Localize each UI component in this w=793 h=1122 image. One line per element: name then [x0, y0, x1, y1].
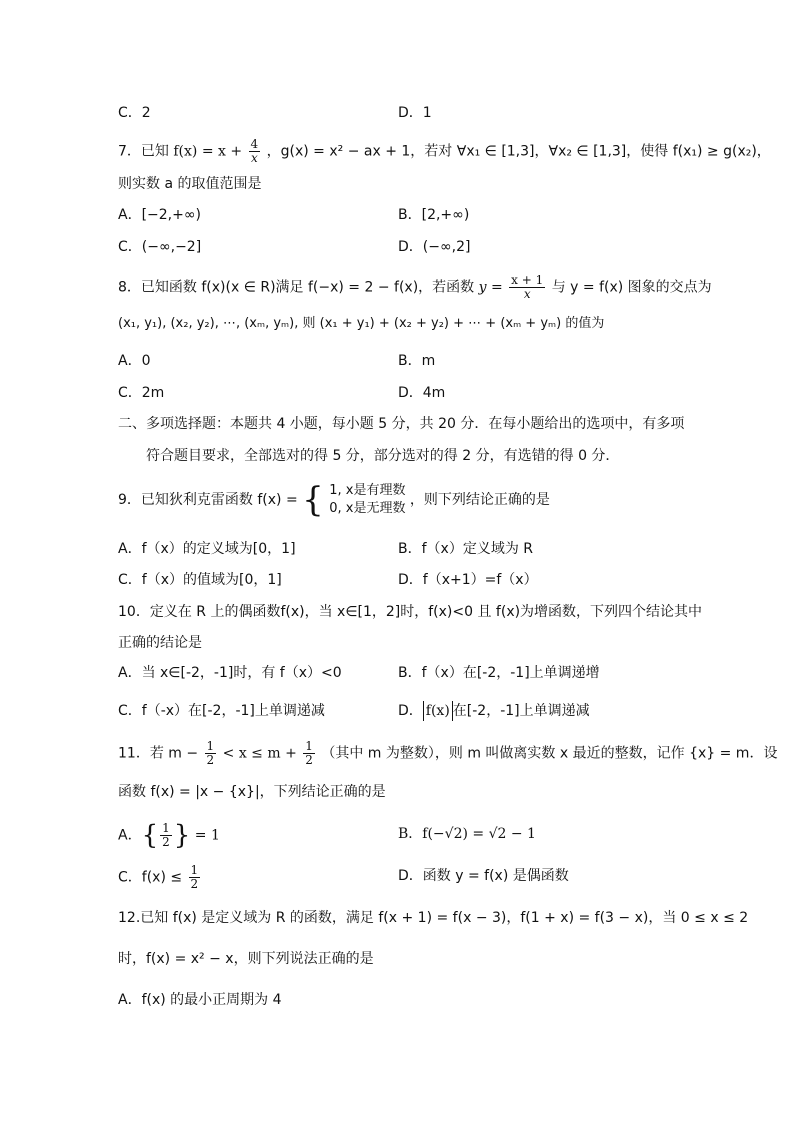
q7-frac-num: 4	[250, 137, 259, 151]
q6-option-c: C．2	[118, 105, 151, 121]
q7-gx: ，g(x) = x² − ax + 1，若对 ∀x₁ ∈ [1,3]，∀x₂ ∈ [1,3]，使得 f(x₁) ≥ g(x₂)，	[266, 143, 771, 160]
q11-option-d: D．函数 y = f(x) 是偶函数	[398, 868, 569, 884]
q7-stem-line2: 则实数 a 的取值范围是	[118, 176, 262, 192]
q7-stem	[118, 138, 771, 165]
q11-option-c-frac	[189, 864, 201, 891]
q11-lead: 11．若 m −	[118, 745, 199, 762]
q11-option-a-frac	[160, 822, 172, 849]
right-curly-brace-icon: }	[173, 820, 191, 851]
q12-stem-line2: 时，f(x) = x² − x，则下列说法正确的是	[118, 951, 374, 967]
q11-frac-1-num: 1	[206, 739, 215, 753]
q11-frac-1-den: 2	[206, 753, 215, 767]
q8-option-b: B．m	[398, 353, 436, 369]
q7-lead: 7．已知	[118, 143, 169, 160]
q10-option-c: C．f（-x）在[-2，-1]上单调递减	[118, 703, 325, 719]
q7-option-b: B．[2,+∞)	[398, 207, 470, 223]
q8-option-d: D．4m	[398, 385, 446, 401]
q7-option-a: A．[−2,+∞)	[118, 207, 201, 223]
q10-option-d	[398, 701, 590, 721]
q9-option-b: B．f（x）定义域为 R	[398, 541, 533, 557]
q12-stem: 12.已知 f(x) 是定义域为 R 的函数，满足 f(x + 1) = f(x − 3)，f(1 + x) = f(3 − x)，当 0 ≤ x ≤ 2	[118, 910, 749, 926]
q7-frac-den: x	[250, 151, 258, 165]
q11-option-a-lead: A．	[118, 827, 142, 844]
q8-y: y =	[478, 279, 503, 296]
q11-stem-line2: 函数 f(x) = |x − {x}|，下列结论正确的是	[118, 784, 386, 800]
q11-frac-1	[205, 740, 217, 767]
q11-frac-2-den: 2	[305, 753, 313, 767]
q11-frac-2-num: 1	[305, 739, 313, 753]
q7-fx: f(x) = x +	[173, 143, 243, 160]
section2-heading: 二、多项选择题：本题共 4 小题，每小题 5 分，共 20 分．在每小题给出的选项中，有多项	[118, 416, 685, 432]
q11-option-c	[118, 864, 202, 891]
q11-option-a-num: 1	[162, 821, 170, 835]
q8-stem	[118, 274, 712, 301]
q11-option-b: B．f(−√2) = √2 − 1	[398, 826, 536, 842]
q9-cases	[329, 482, 405, 518]
q8-lead: 8．已知函数 f(x)(x ∈ R)满足 f(−x) = 2 − f(x)，若函数	[118, 279, 475, 296]
q9-option-c: C．f（x）的值域为[0，1]	[118, 572, 282, 588]
q7-option-c: C．(−∞,−2]	[118, 239, 202, 255]
q8-frac-num: x + 1	[511, 273, 544, 287]
q9-lead: 9．已知狄利克雷函数 f(x) =	[118, 492, 298, 508]
q8-stem-line2: (x₁, y₁), (x₂, y₂), ⋯, (xₘ, yₘ), 则 (x₁ + y₁) + (x₂ + y₂) + ⋯ + (xₘ + yₘ) 的值为	[118, 316, 605, 331]
q10-stem-line2: 正确的结论是	[118, 635, 202, 651]
q11-option-a	[118, 822, 220, 849]
q12-option-a: A．f(x) 的最小正周期为 4	[118, 992, 282, 1008]
q11-stem	[118, 740, 777, 767]
q8-tail: 与 y = f(x) 图象的交点为	[551, 279, 712, 296]
q11-option-a-den: 2	[162, 835, 170, 849]
q6-option-d: D．1	[398, 105, 432, 121]
q10-option-d-abs: f(x)	[423, 701, 453, 721]
q9-stem	[118, 480, 550, 520]
q11-option-c-den: 2	[190, 877, 199, 891]
q8-frac-den: x	[523, 287, 531, 301]
q8-fraction	[509, 274, 545, 301]
left-brace-icon: {	[302, 480, 324, 520]
q10-stem: 10．定义在 R 上的偶函数f(x)，当 x∈[1，2]时，f(x)<0 且 f(x)为增函数，下列四个结论其中	[118, 604, 703, 620]
q9-option-d: D．f（x+1）=f（x）	[398, 572, 538, 588]
q10-option-d-lead: D．	[398, 703, 423, 719]
section2-heading-cont: 符合题目要求，全部选对的得 5 分，部分选对的得 2 分，有选错的得 0 分．	[146, 448, 620, 464]
q9-case-2: 0, x是无理数	[329, 501, 406, 516]
q10-option-d-tail: 在[-2，-1]上单调递减	[452, 703, 590, 719]
left-curly-brace-icon: {	[141, 820, 159, 851]
q11-tail: （其中 m 为整数），则 m 叫做离实数 x 最近的整数，记作 {x} = m．设	[321, 745, 778, 762]
q11-option-c-lead: C．f(x) ≤	[118, 869, 183, 886]
q11-option-a-tail: = 1	[194, 827, 220, 844]
q9-option-a: A．f（x）的定义域为[0，1]	[118, 541, 296, 557]
q9-case-1: 1, x是有理数	[329, 483, 406, 498]
q8-option-c: C．2m	[118, 385, 165, 401]
q11-mid: < x ≤ m +	[222, 745, 297, 762]
q11-option-c-num: 1	[190, 863, 199, 877]
q8-option-a: A．0	[118, 353, 151, 369]
q11-frac-2	[303, 740, 315, 767]
q9-tail: ，则下列结论正确的是	[409, 492, 550, 508]
q7-option-d: D．(−∞,2]	[398, 239, 471, 255]
q7-fraction	[249, 138, 261, 165]
q10-option-a: A．当 x∈[-2，-1]时，有 f（x）<0	[118, 665, 342, 681]
q10-option-b: B．f（x）在[-2，-1]上单调递增	[398, 665, 600, 681]
